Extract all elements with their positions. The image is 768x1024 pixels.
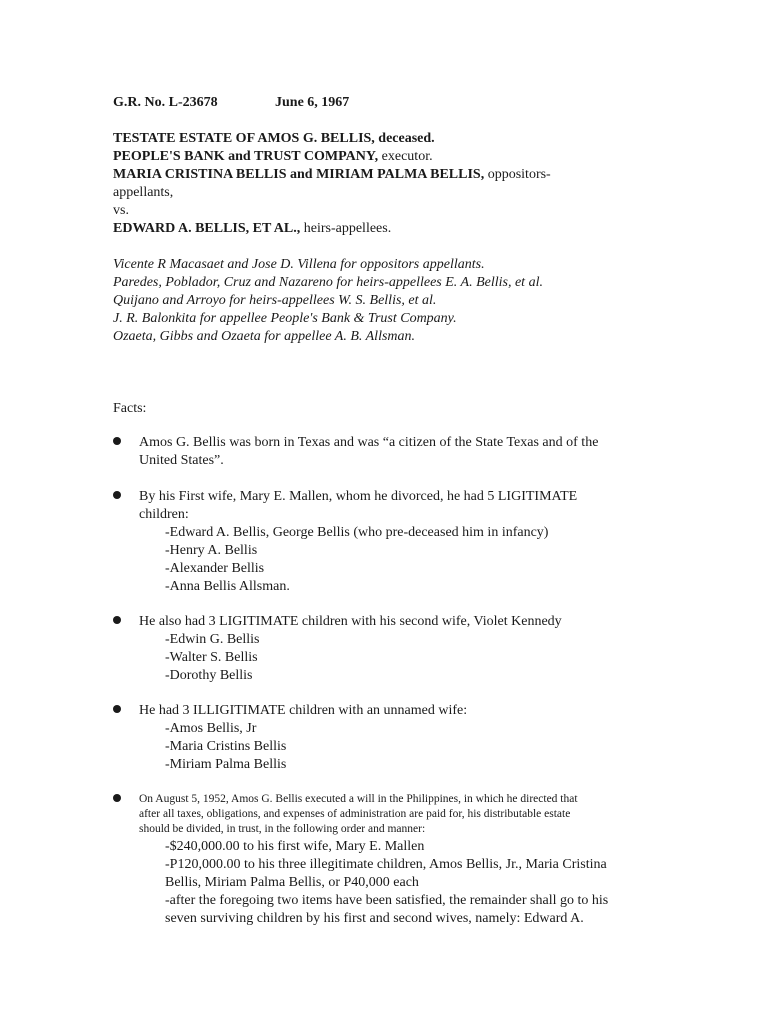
bullet-text-line: By his First wife, Mary E. Mallen, whom he divorced, he had 5 LIGITIMATE — [139, 489, 578, 504]
counsel-line: Quijano and Arroyo for heirs-appellees W. S. Bellis, et al. — [113, 293, 437, 308]
executor-role: executor. — [381, 149, 433, 164]
bullet-text-line: United States”. — [139, 453, 224, 468]
oppositors-role: oppositors- — [487, 167, 551, 182]
bullet-icon — [113, 794, 121, 802]
bullet-text-line: after all taxes, obligations, and expenses of administration are paid for, his distributable estate — [139, 808, 571, 820]
list-item: -Edward A. Bellis, George Bellis (who pre-deceased him in infancy) — [165, 525, 549, 540]
list-item: -$240,000.00 to his first wife, Mary E. Mallen — [165, 839, 425, 854]
bullet-text: He had 3 ILLIGITIMATE children with an unnamed wife: — [139, 703, 468, 718]
counsel-line: Vicente R Macasaet and Jose D. Villena for oppositors appellants. — [113, 257, 485, 272]
bullet-text — [139, 488, 656, 524]
list-item: -Henry A. Bellis — [165, 543, 258, 558]
list-item: -Amos Bellis, Jr — [165, 721, 257, 736]
heirs-role: heirs-appellees. — [303, 221, 392, 236]
list-item: seven surviving children by his first and second wives, namely: Edward A. — [165, 911, 584, 926]
executor-line — [113, 148, 433, 166]
decision-date: June 6, 1967 — [275, 95, 350, 110]
list-item: -Walter S. Bellis — [165, 650, 258, 665]
oppositors-names: MARIA CRISTINA BELLIS and MIRIAM PALMA BELLIS, — [113, 167, 485, 182]
bullet-icon — [113, 705, 121, 713]
bullet-text-line: Amos G. Bellis was born in Texas and was “a citizen of the State Texas and of the — [139, 435, 599, 450]
bullet-icon — [113, 491, 121, 499]
versus: vs. — [113, 203, 129, 218]
executor-name: PEOPLE'S BANK and TRUST COMPANY, — [113, 149, 379, 164]
list-item: -Miriam Palma Bellis — [165, 757, 287, 772]
oppositors-line — [113, 166, 551, 184]
heirs-names: EDWARD A. BELLIS, ET AL., — [113, 221, 301, 236]
counsel-line: Ozaeta, Gibbs and Ozaeta for appellee A. B. Allsman. — [113, 329, 416, 344]
bullet-text: He also had 3 LIGITIMATE children with his second wife, Violet Kennedy — [139, 614, 562, 629]
list-item: -Anna Bellis Allsman. — [165, 579, 290, 594]
list-item: -Maria Cristins Bellis — [165, 739, 287, 754]
list-item: -Alexander Bellis — [165, 561, 265, 576]
bullet-icon — [113, 616, 121, 624]
counsel-line: Paredes, Poblador, Cruz and Nazareno for heirs-appellees E. A. Bellis, et al. — [113, 275, 543, 290]
facts-heading: Facts: — [113, 401, 147, 416]
oppositors-role-cont: appellants, — [113, 185, 174, 200]
list-item: -after the foregoing two items have been satisfied, the remainder shall go to his — [165, 893, 609, 908]
heirs-line — [113, 220, 391, 238]
bullet-text-line: On August 5, 1952, Amos G. Bellis executed a will in the Philippines, in which he directed that — [139, 793, 578, 805]
bullet-text — [139, 792, 656, 837]
bullet-text-line: children: — [139, 507, 189, 522]
list-item: Bellis, Miriam Palma Bellis, or P40,000 each — [165, 875, 419, 890]
bullet-icon — [113, 437, 121, 445]
case-title: TESTATE ESTATE OF AMOS G. BELLIS, deceased. — [113, 131, 435, 146]
bullet-text — [139, 434, 656, 470]
case-number: G.R. No. L-23678 — [113, 95, 218, 110]
bullet-text-line: should be divided, in trust, in the following order and manner: — [139, 823, 426, 835]
list-item: -Edwin G. Bellis — [165, 632, 260, 647]
list-item: -Dorothy Bellis — [165, 668, 253, 683]
counsel-line: J. R. Balonkita for appellee People's Bank & Trust Company. — [113, 311, 457, 326]
list-item: -P120,000.00 to his three illegitimate children, Amos Bellis, Jr., Maria Cristina — [165, 857, 607, 872]
